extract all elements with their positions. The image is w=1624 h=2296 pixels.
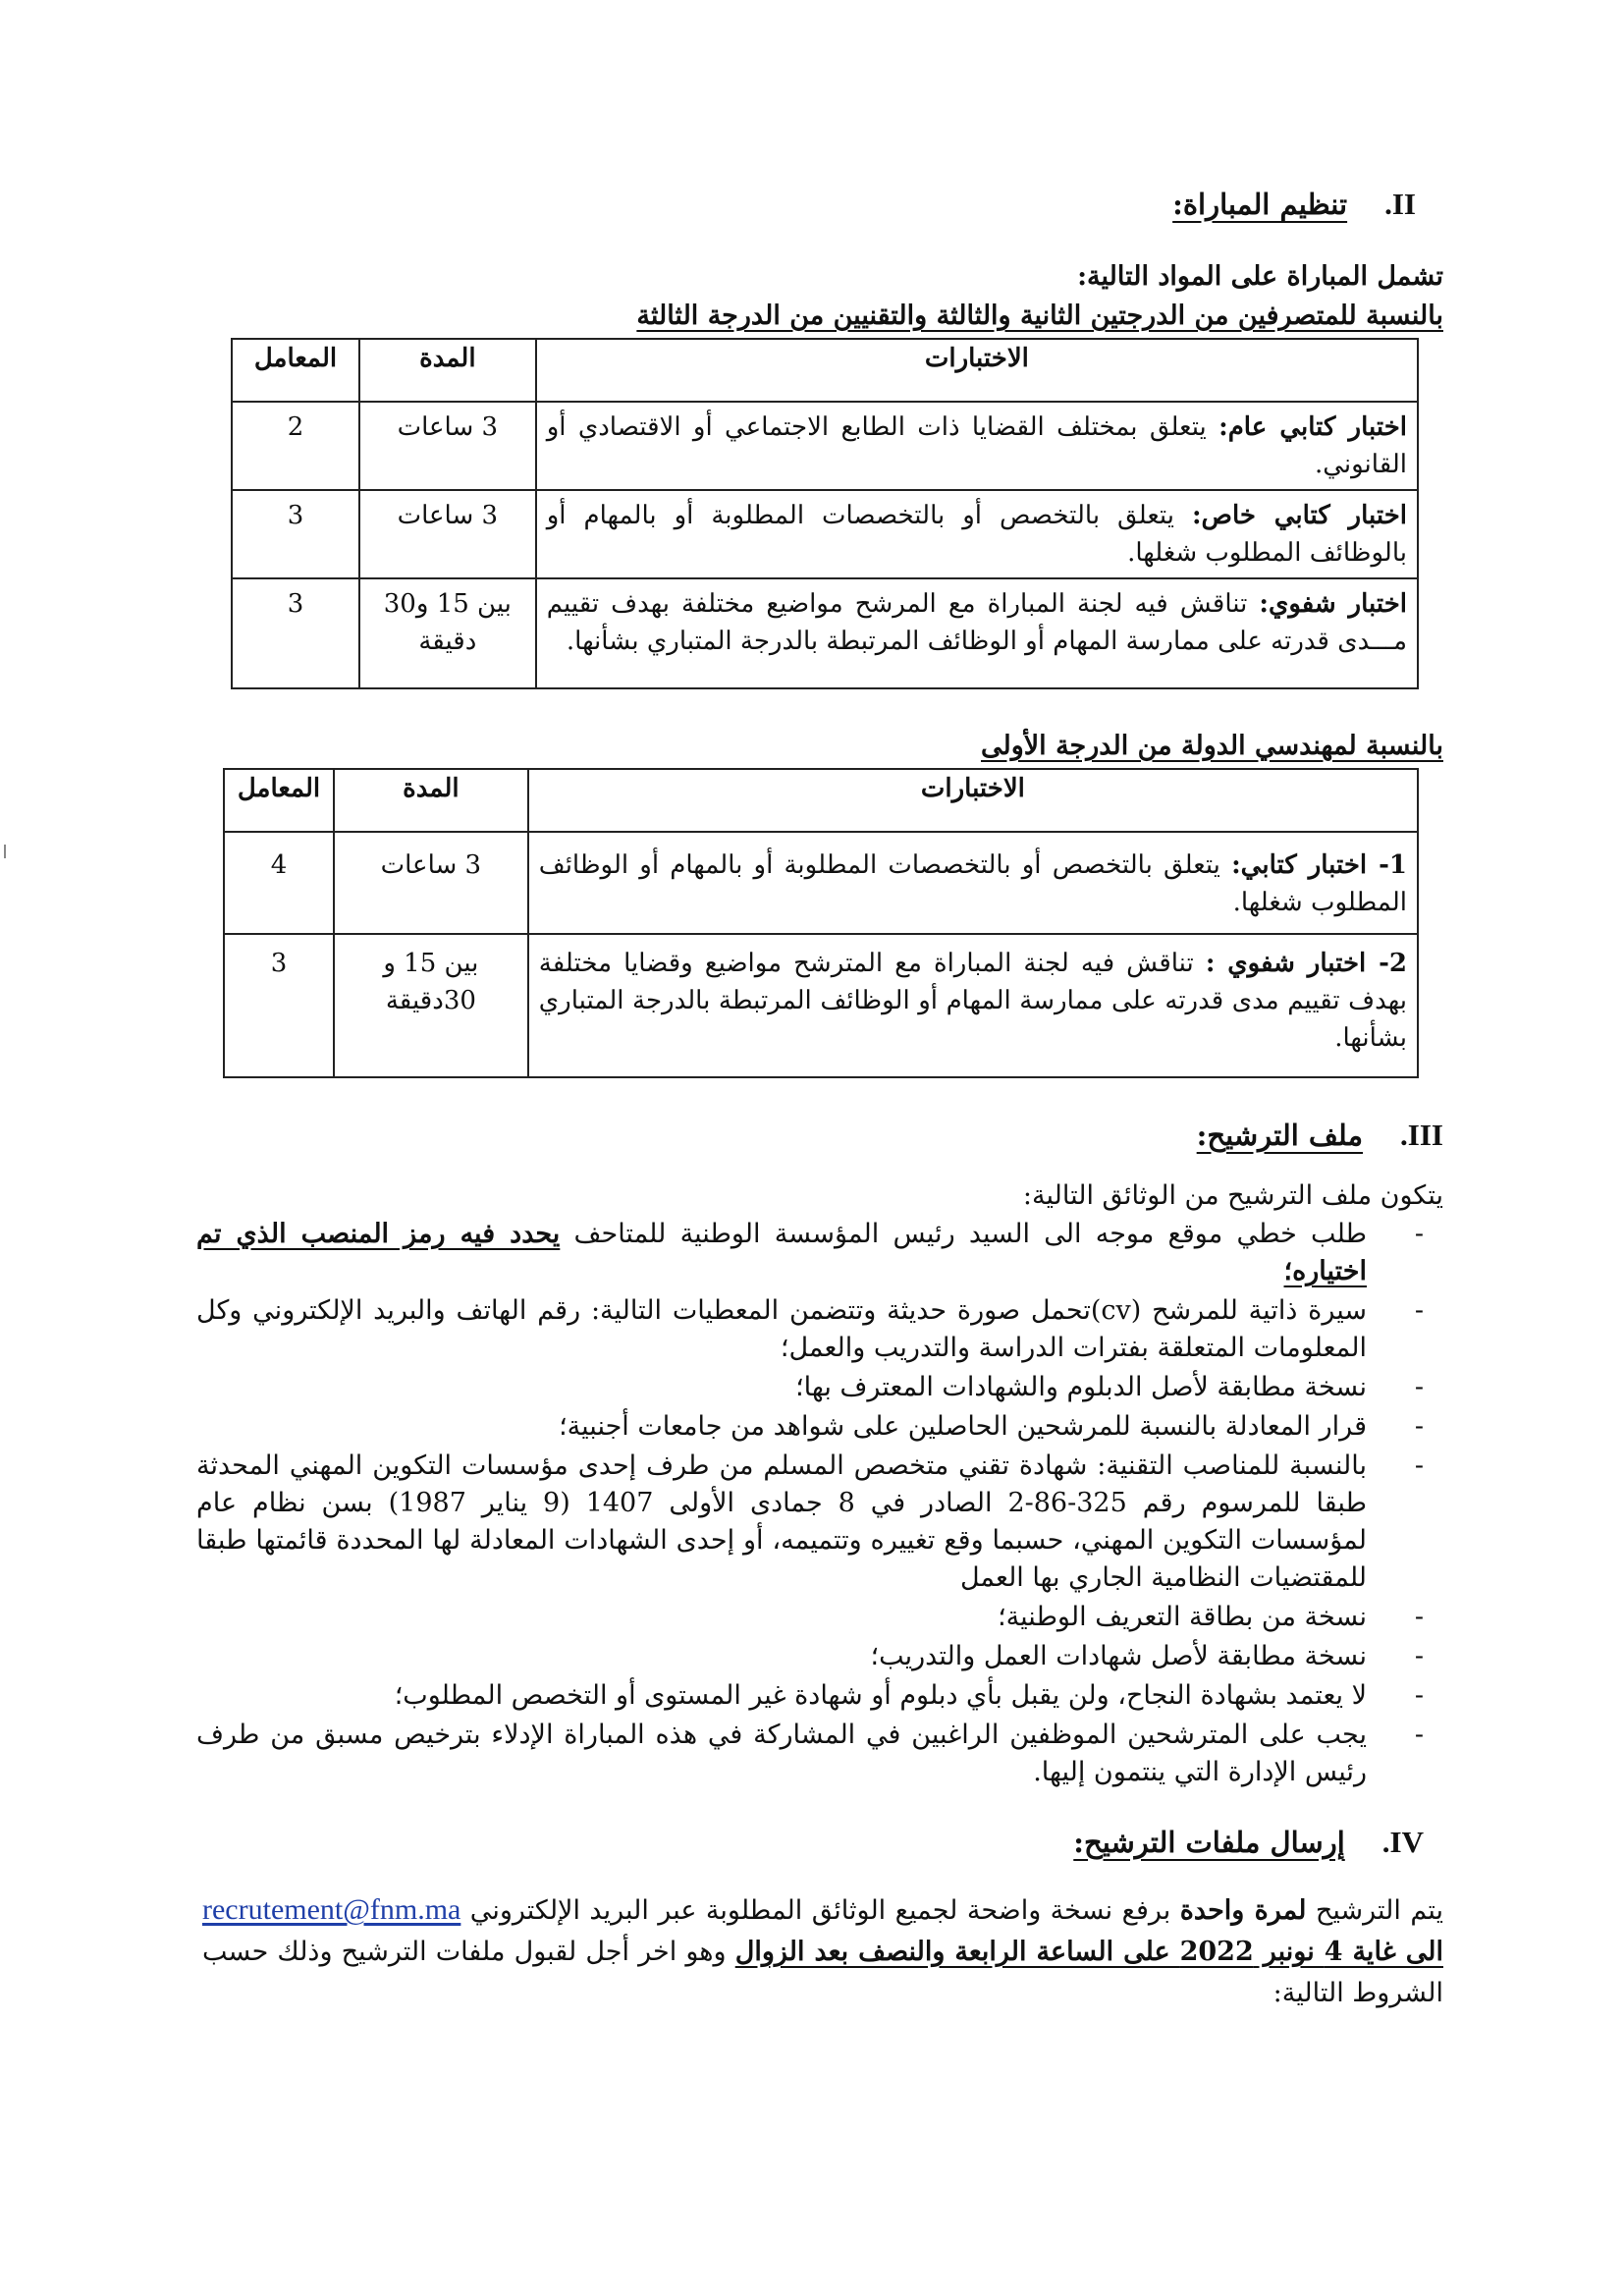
item-text: يجب على المترشحين الموظفين الراغبين في المشاركة في هذه المباراة الإدلاء بترخيص مسبق من طرف رئيس الإدارة التي ينتمون إليها. (196, 1720, 1367, 1787)
list-item (196, 1448, 1443, 1597)
test-description (528, 934, 1418, 1077)
test-description (536, 578, 1418, 688)
test-coef: 2 (232, 402, 359, 490)
item-text: طلب خطي موقع موجه الى السيد رئيس المؤسسة الوطنية للمتاحف (560, 1219, 1367, 1249)
section-3-heading (196, 1118, 1443, 1153)
table-row (224, 934, 1418, 1077)
col-header-duration: المدة (334, 769, 528, 832)
send-text-emphasis: لمرة واحدة (1179, 1895, 1307, 1926)
table-engineers (223, 768, 1419, 1078)
col-header-tests: الاختبارات (536, 339, 1418, 402)
test-label: اختبار شفوي: (1259, 589, 1407, 619)
bullet-dash: - (1414, 1680, 1424, 1711)
item-text: نسخة مطابقة لأصل شهادات العمل والتدريب؛ (870, 1641, 1367, 1671)
intro-line-2: بالنسبة للمتصرفين من الدرجتين الثانية والثالثة والتقنيين من الدرجة الثالثة (636, 301, 1443, 331)
section-number: II. (1384, 187, 1416, 221)
list-item (196, 1292, 1443, 1367)
section-number: III. (1400, 1118, 1443, 1152)
test-duration: 3 ساعات (334, 832, 528, 934)
list-item (196, 1369, 1443, 1406)
test-text: تناقش فيه لجنة المباراة مع المترشح مواضيع وقضايا مختلفة بهدف تقييم مدى قدرته على ممارسة المهام أو الوظائف المرتبطة بالدرجة المتباري بشأنها. (538, 949, 1407, 1053)
send-text: وهو اخر أجل لقبول ملفات الترشيح وذلك حسب الشروط التالية: (202, 1937, 1443, 2008)
list-item (196, 1408, 1443, 1446)
list-item (196, 1717, 1443, 1791)
test-description (536, 490, 1418, 578)
section-4-heading (196, 1825, 1424, 1860)
send-text: يتم الترشيح (1306, 1895, 1443, 1926)
test-duration: 3 ساعات (359, 490, 536, 578)
test-coef: 4 (224, 832, 334, 934)
send-text: برفع نسخة واضحة لجميع الوثائق المطلوبة عبر البريد الإلكتروني (460, 1895, 1180, 1926)
table-row (232, 578, 1418, 688)
list-item (196, 1638, 1443, 1675)
test-description (528, 832, 1418, 934)
item-text: لا يعتمد بشهادة النجاح، ولن يقبل بأي دبلوم أو شهادة غير المستوى أو التخصص المطلوب؛ (394, 1680, 1367, 1711)
section-title: ملف الترشيح: (1196, 1119, 1364, 1152)
test-duration: بين 15 و 30دقيقة (334, 934, 528, 1077)
col-header-coef: المعامل (224, 769, 334, 832)
documents-list (196, 1216, 1443, 1791)
item-text: سيرة ذاتية للمرشح (cv)تحمل صورة حديثة وتتضمن المعطيات التالية: رقم الهاتف والبريد الإلكتروني وكل المعلومات المتعلقة بفترات الدراسة والتدريب والعمل؛ (196, 1295, 1367, 1363)
item-text-emphasis: يحدد فيه رمز المنصب الذي تم اختياره؛ (196, 1219, 1367, 1286)
col-header-duration: المدة (359, 339, 536, 402)
bullet-dash: - (1414, 1641, 1424, 1671)
section-title: تنظيم المباراة: (1172, 188, 1348, 221)
table-admin-tech (231, 338, 1419, 689)
bullet-dash: - (1414, 1372, 1424, 1402)
bullet-dash: - (1414, 1295, 1424, 1326)
bullet-dash: - (1414, 1411, 1424, 1442)
item-text: قرار المعادلة بالنسبة للمرشحين الحاصلين على شواهد من جامعات أجنبية؛ (559, 1411, 1367, 1442)
section-title: إرسال ملفات الترشيح: (1073, 1826, 1345, 1859)
col-header-coef: المعامل (232, 339, 359, 402)
test-text: يتعلق بمختلف القضايا ذات الطابع الاجتماعي أو الاقتصادي أو القانوني. (546, 412, 1407, 479)
table-row (232, 490, 1418, 578)
test-label: اختبار كتابي عام: (1218, 412, 1407, 442)
list-item (196, 1216, 1443, 1290)
section-2-heading (196, 187, 1416, 222)
test-duration: بين 15 و30 دقيقة (359, 578, 536, 688)
table-row (224, 832, 1418, 934)
bullet-dash: - (1414, 1219, 1424, 1249)
item-text: بالنسبة للمناصب التقنية: شهادة تقني متخصص المسلم من طرف إحدى مؤسسات التكوين المهني المحدثة طبقا للمرسوم رقم 325-86-2 الصادر في 8 جمادى الأولى 1407 (9 يناير 1987) بسن نظام عام لمؤسسات التكوين المهني، حسبما وقع تغييره وتتميمه، أو إحدى الشهادات المعادلة لها المحددة قائمتها طبقا للمقتضيات النظامية الجاري بها العمل (196, 1450, 1367, 1593)
table-header-row (232, 339, 1418, 402)
send-paragraph (202, 1889, 1443, 2014)
bullet-dash: - (1414, 1720, 1424, 1750)
col-header-tests: الاختبارات (528, 769, 1418, 832)
test-coef: 3 (224, 934, 334, 1077)
bullet-dash: - (1414, 1450, 1424, 1481)
test-text: يتعلق بالتخصص أو بالتخصصات المطلوبة أو بالمهام أو بالوظائف المطلوب شغلها. (546, 501, 1407, 568)
table-header-row (224, 769, 1418, 832)
table-row (232, 402, 1418, 490)
test-label: 2- اختبار شفوي : (1205, 949, 1408, 978)
test-coef: 3 (232, 490, 359, 578)
list-item (196, 1599, 1443, 1636)
test-text: يتعلق بالتخصص أو بالتخصصات المطلوبة أو بالمهام أو الوظائف المطلوب شغلها. (538, 850, 1407, 917)
test-description (536, 402, 1418, 490)
test-coef: 3 (232, 578, 359, 688)
list-item (196, 1677, 1443, 1715)
test-duration: 3 ساعات (359, 402, 536, 490)
docs-intro: يتكون ملف الترشيح من الوثائق التالية: (1022, 1180, 1443, 1211)
test-label: اختبار كتابي خاص: (1191, 501, 1407, 530)
item-text: نسخة من بطاقة التعريف الوطنية؛ (998, 1602, 1367, 1632)
margin-mark (4, 845, 6, 858)
intro-line-1: تشمل المباراة على المواد التالية: (1077, 261, 1443, 292)
table2-title: بالنسبة لمهندسي الدولة من الدرجة الأولى (981, 731, 1443, 761)
section-number: IV. (1381, 1825, 1424, 1859)
document-page (196, 187, 1443, 2014)
test-label: 1- اختبار كتابي: (1231, 850, 1407, 880)
test-text: تناقش فيه لجنة المباراة مع المرشح مواضيع مختلفة بهدف تقييم مـــدى قدرته على ممارسة المهام أو الوظائف المرتبطة بالدرجة المتباري بشأنها. (546, 589, 1407, 656)
email-link[interactable]: recrutement@fnm.ma (202, 1893, 461, 1926)
item-text: نسخة مطابقة لأصل الدبلوم والشهادات المعترف بها؛ (795, 1372, 1367, 1402)
bullet-dash: - (1414, 1602, 1424, 1632)
deadline-text: الى غاية 4 نونبر 2022 على الساعة الرابعة والنصف بعد الزوال (734, 1937, 1443, 1967)
